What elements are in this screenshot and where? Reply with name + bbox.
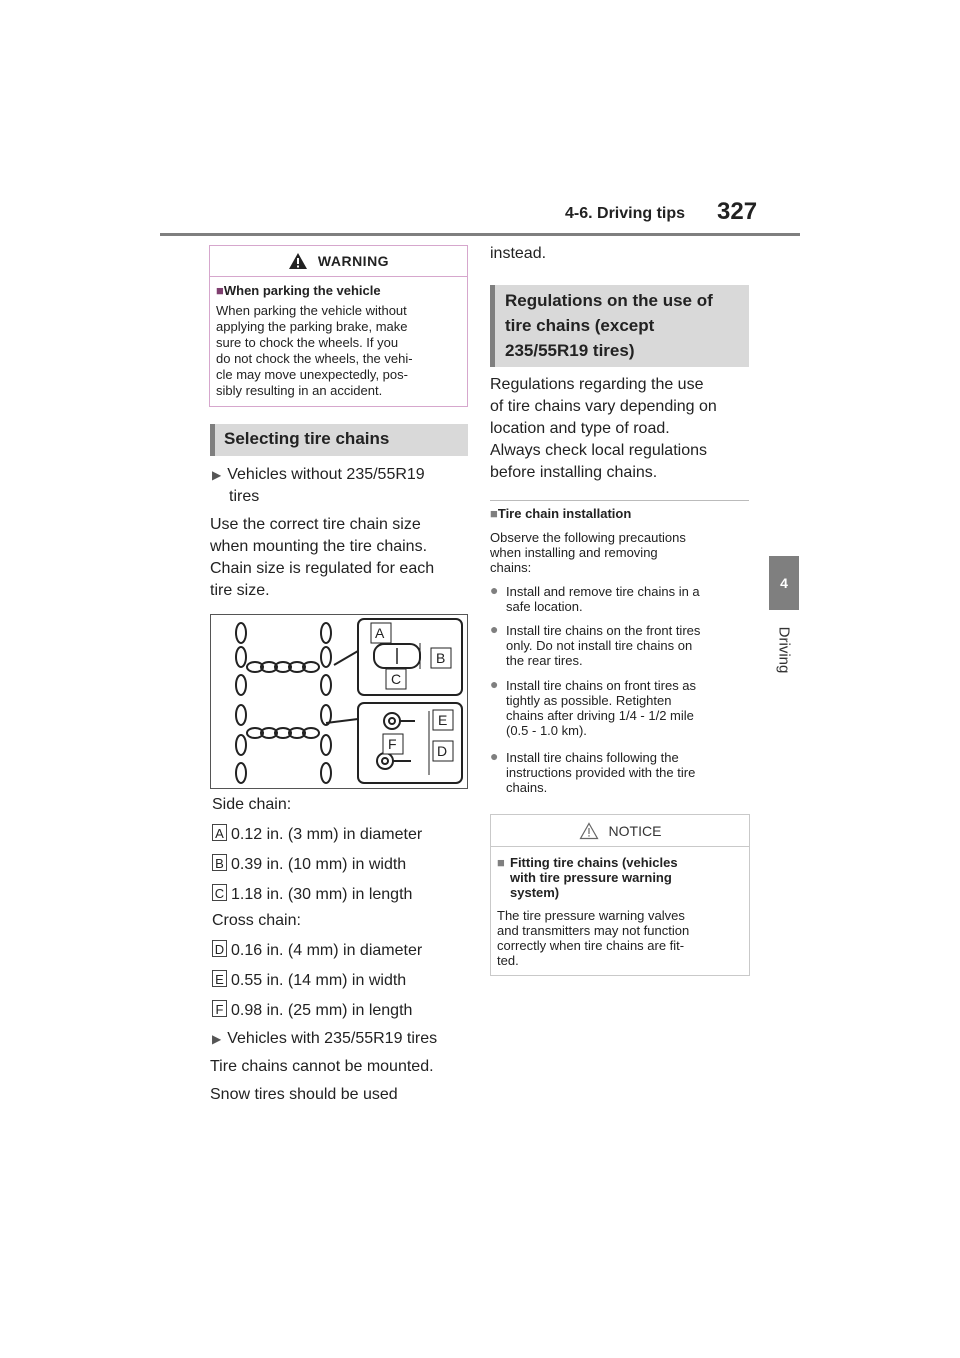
cross-chain-label: Cross chain: <box>212 912 301 929</box>
header-rule <box>160 233 800 236</box>
warning-subhead: ■When parking the vehicle <box>216 283 381 298</box>
fig-label-a: A <box>375 625 385 641</box>
warning-triangle-icon <box>288 252 308 270</box>
notice-box <box>490 814 750 976</box>
notice-text: The tire pressure warning valves and transmitters may not function correctly when tire chains are fit- ted. <box>497 908 690 968</box>
warning-header <box>210 246 467 277</box>
chain-diagram <box>211 615 467 788</box>
fig-label-c: C <box>391 671 402 687</box>
list-item: ● Install tire chains on front tires as tightly as possible. Retighten chains after driving 1/4 - 1/2 mile (0.5 - 1.0 km). <box>490 676 697 738</box>
bullet-without-235: ▶ Vehicles without 235/55R19 tires <box>212 466 425 505</box>
fig-label-d: D <box>437 743 448 759</box>
side-chain-label: Side chain: <box>212 796 292 813</box>
warning-label: WARNING <box>317 253 390 269</box>
warning-box <box>209 245 468 407</box>
regulations-heading: Regulations on the use of tire chains (except 235/55R19 tires) <box>490 285 749 367</box>
caution-triangle-icon <box>579 822 599 840</box>
spec-line-f: F 0.98 in. (25 mm) in length <box>212 1000 412 1022</box>
bullet-with-235: ▶ Vehicles with 235/55R19 tires <box>212 1030 438 1047</box>
after-bullet-line-1: Tire chains cannot be mounted. <box>210 1058 434 1075</box>
notice-subhead: ■ Fitting tire chains (vehicles with tire pressure warning system) <box>497 855 678 900</box>
installation-subhead: ■Tire chain installation <box>490 506 632 521</box>
bullet-dot-icon: ● <box>490 582 499 598</box>
fig-label-e: E <box>438 712 448 728</box>
installation-intro: Observe the following precautions when installing and removing chains: <box>490 530 686 575</box>
notice-label: NOTICE <box>608 822 662 839</box>
spec-line-c: C 1.18 in. (30 mm) in length <box>212 884 412 906</box>
notice-header <box>491 815 749 847</box>
tire-chain-figure <box>210 614 468 789</box>
right-side-chain <box>321 623 331 783</box>
list-item: ● Install tire chains on the front tires only. Do not install tire chains on the rear tires. <box>490 621 701 668</box>
chapter-tab: 4 <box>769 556 799 610</box>
list-item: ● Install and remove tire chains in a safe location. <box>490 582 700 614</box>
divider <box>490 500 749 501</box>
chapter-label: Driving <box>775 626 793 674</box>
spec-line-d: D 0.16 in. (4 mm) in diameter <box>212 940 422 962</box>
fig-label-b: B <box>436 650 446 666</box>
spec-line-e: E 0.55 in. (14 mm) in width <box>212 970 406 992</box>
selecting-paragraph: Use the correct tire chain size when mounting the tire chains. Chain size is regulated for each tire size. <box>210 516 435 599</box>
regulations-paragraph: Regulations regarding the use of tire chains vary depending on location and type of road. Always check local regulations before installing chains. <box>490 376 717 481</box>
bullet-dot-icon: ● <box>490 676 499 692</box>
page-number: 327 <box>717 198 758 225</box>
list-item: ● Install tire chains following the instructions provided with the tire chains. <box>490 748 696 795</box>
bullet-dot-icon: ● <box>490 748 499 764</box>
spec-line-b: B 0.39 in. (10 mm) in width <box>212 854 406 876</box>
triangle-bullet-icon: ▶ <box>212 1032 222 1046</box>
cross-chain-top <box>247 662 319 672</box>
continued-text: instead. <box>490 245 547 262</box>
triangle-bullet-icon: ▶ <box>212 468 222 482</box>
fig-label-f: F <box>388 736 397 752</box>
left-side-chain <box>236 623 246 783</box>
cross-chain-bottom <box>247 728 319 738</box>
section-title: 4-6. Driving tips <box>565 205 686 222</box>
spec-line-a: A 0.12 in. (3 mm) in diameter <box>212 824 422 846</box>
selecting-heading: Selecting tire chains <box>210 424 468 456</box>
after-bullet-line-2: Snow tires should be used <box>210 1086 398 1103</box>
warning-text: When parking the vehicle without applying the parking brake, make sure to chock the wheels. If you do not chock the wheels, the vehi- cle may move unexpectedly, pos- sibly resulting in an accident. <box>216 303 413 398</box>
bullet-dot-icon: ● <box>490 621 499 637</box>
